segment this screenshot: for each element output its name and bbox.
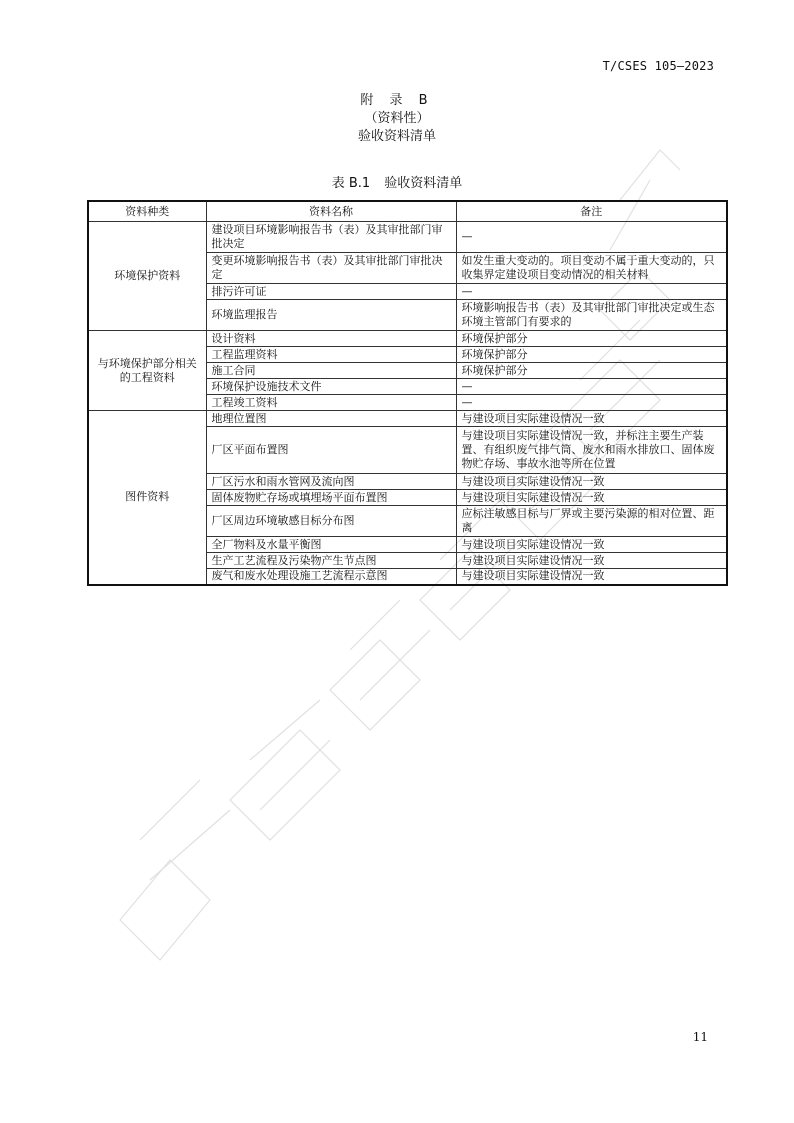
note-cell: 与建设项目实际建设情况一致 <box>456 537 727 553</box>
category-cell: 环境保护资料 <box>88 222 206 331</box>
column-header-note: 备注 <box>456 201 727 222</box>
column-header-name: 资料名称 <box>206 201 456 222</box>
appendix-nature: （资料性） <box>364 111 430 126</box>
column-header-category: 资料种类 <box>88 201 206 222</box>
material-name-cell: 生产工艺流程及污染物产生节点图 <box>206 553 456 569</box>
material-name-cell: 排污许可证 <box>206 284 456 300</box>
note-cell: 与建设项目实际建设情况一致 <box>456 553 727 569</box>
table-row <box>88 222 727 253</box>
note-cell: 应标注敏感目标与厂界或主要污染源的相对位置、距离 <box>456 506 727 537</box>
appendix-heading: 验收资料清单 <box>357 129 436 144</box>
note-cell: 环境保护部分 <box>456 331 727 347</box>
note-cell: — <box>456 395 727 411</box>
document-code: T/CSES 105—2023 <box>602 59 714 73</box>
table-caption-title: 验收资料清单 <box>384 176 463 191</box>
note-cell: — <box>456 284 727 300</box>
note-cell: 与建设项目实际建设情况一致，并标注主要生产装置、有组织废气排气筒、废水和雨水排放口、固体废物贮存场、事故水池等所在位置 <box>456 427 727 474</box>
material-name-cell: 全厂物料及水量平衡图 <box>206 537 456 553</box>
material-name-cell: 废气和废水处理设施工艺流程示意图 <box>206 569 456 585</box>
material-name-cell: 环境监理报告 <box>206 300 456 331</box>
material-name-cell: 设计资料 <box>206 331 456 347</box>
note-cell: — <box>456 222 727 253</box>
material-name-cell: 工程竣工资料 <box>206 395 456 411</box>
appendix-header <box>0 92 794 146</box>
note-cell: 与建设项目实际建设情况一致 <box>456 490 727 506</box>
note-cell: 如发生重大变动的。项目变动不属于重大变动的，只收集界定建设项目变动情况的相关材料 <box>456 253 727 284</box>
note-cell: 与建设项目实际建设情况一致 <box>456 411 727 427</box>
note-cell: — <box>456 379 727 395</box>
category-cell: 图件资料 <box>88 411 206 585</box>
acceptance-materials-table <box>87 200 728 586</box>
material-name-cell: 施工合同 <box>206 363 456 379</box>
material-name-cell: 环境保护设施技术文件 <box>206 379 456 395</box>
note-cell: 环境影响报告书（表）及其审批部门审批决定或生态环境主管部门有要求的 <box>456 300 727 331</box>
page-number: 11 <box>692 1030 708 1044</box>
material-name-cell: 厂区周边环境敏感目标分布图 <box>206 506 456 537</box>
table-row <box>88 411 727 427</box>
note-cell: 环境保护部分 <box>456 363 727 379</box>
material-name-cell: 变更环境影响报告书（表）及其审批部门审批决定 <box>206 253 456 284</box>
material-name-cell: 地理位置图 <box>206 411 456 427</box>
table-row <box>88 331 727 347</box>
table-caption <box>0 172 794 191</box>
table-header-row <box>88 201 727 222</box>
material-name-cell: 厂区污水和雨水管网及流向图 <box>206 474 456 490</box>
material-name-cell: 厂区平面布置图 <box>206 427 456 474</box>
note-cell: 环境保护部分 <box>456 347 727 363</box>
table-body <box>88 222 727 585</box>
appendix-title: 附 录 B <box>360 93 434 108</box>
table-caption-number: 表 B.1 <box>331 176 371 191</box>
note-cell: 与建设项目实际建设情况一致 <box>456 474 727 490</box>
note-cell: 与建设项目实际建设情况一致 <box>456 569 727 585</box>
material-name-cell: 建设项目环境影响报告书（表）及其审批部门审批决定 <box>206 222 456 253</box>
category-cell: 与环境保护部分相关的工程资料 <box>88 331 206 411</box>
material-name-cell: 工程监理资料 <box>206 347 456 363</box>
material-name-cell: 固体废物贮存场或填埋场平面布置图 <box>206 490 456 506</box>
